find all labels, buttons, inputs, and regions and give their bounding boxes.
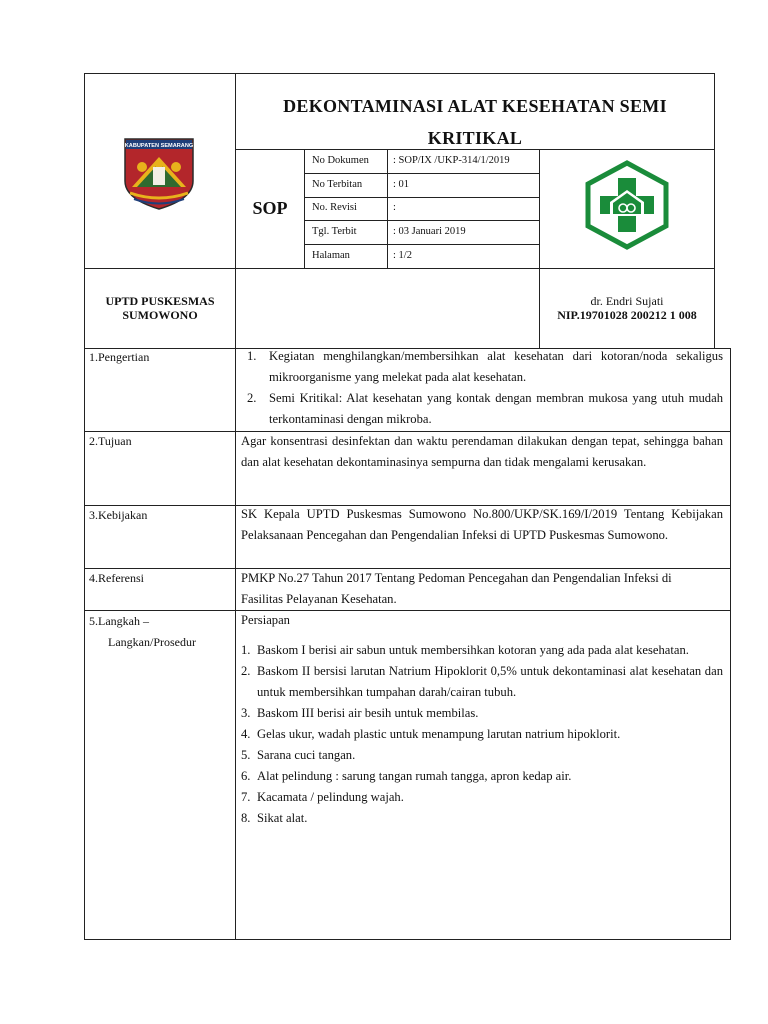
list-item — [241, 346, 723, 388]
section-label-langkah-line-2: Langkan/Prosedur — [108, 635, 196, 649]
section-content-langkah — [241, 610, 723, 829]
list-item-text: Baskom II bersisi larutan Natrium Hipoklorit 0,5% untuk dekontaminasi alat kesehatan dan untuk membersihkan tumpahan darah/cairan tubuh. — [257, 664, 723, 699]
list-item-text: Baskom III berisi air besih untuk membilas. — [257, 706, 479, 720]
list-item-text: Sarana cuci tangan. — [257, 748, 356, 762]
sop-label: SOP — [252, 198, 288, 218]
meta-label-no-dokumen: No Dokumen — [312, 155, 369, 166]
list-item — [241, 640, 723, 661]
list-item-number: 5. — [241, 748, 251, 762]
signer-block — [540, 294, 714, 322]
organization-name — [84, 294, 236, 322]
list-item-text: Kegiatan menghilangkan/membersihkan alat kesehatan dari kotoran/noda sekaligus mikroorganisme yang melekat pada alat kesehatan. — [269, 349, 723, 384]
document-title: DEKONTAMINASI ALAT KESEHATAN SEMI KRITIKAL — [283, 96, 667, 148]
section-label-tujuan: 2.Tujuan — [89, 434, 132, 448]
list-item-text: Sikat alat. — [257, 811, 308, 825]
list-item — [241, 724, 723, 745]
meta-label-no-terbitan: No Terbitan — [312, 179, 363, 190]
kabupaten-semarang-logo — [122, 137, 196, 211]
list-item — [241, 766, 723, 787]
logo-text: KABUPATEN SEMARANG — [124, 143, 194, 149]
list-item-number: 8. — [241, 811, 251, 825]
section-content-kebijakan — [241, 504, 723, 546]
langkah-intro: Persiapan — [241, 613, 290, 627]
meta-value-no-revisi: : — [393, 202, 396, 213]
list-item-number: 1. — [241, 643, 251, 657]
list-item-text: Gelas ukur, wadah plastic untuk menampung larutan natrium hipoklorit. — [257, 727, 621, 741]
list-item — [241, 808, 723, 829]
list-item-text: Alat pelindung : sarung tangan rumah tangga, apron kedap air. — [257, 769, 572, 783]
list-item-number: 2. — [241, 664, 251, 678]
list-item-number: 2. — [247, 391, 257, 405]
organization-line-1: UPTD PUSKESMAS — [105, 294, 215, 308]
list-item — [241, 661, 723, 703]
list-item — [241, 745, 723, 766]
meta-value-tgl-terbit: : 03 Januari 2019 — [393, 226, 466, 237]
list-item-number: 7. — [241, 790, 251, 804]
referensi-text: PMKP No.27 Tahun 2017 Tentang Pedoman Pencegahan dan Pengendalian Infeksi di Fasilitas Pelayanan Kesehatan. — [241, 571, 672, 606]
section-label-kebijakan: 3.Kebijakan — [89, 508, 148, 522]
list-item-text: Kacamata / pelindung wajah. — [257, 790, 404, 804]
signer-name: dr. Endri Sujati — [590, 294, 664, 308]
list-item-text: Baskom I berisi air sabun untuk membersihkan kotoran yang ada pada alat kesehatan. — [257, 643, 689, 657]
section-content-tujuan — [241, 431, 723, 473]
meta-value-no-terbitan: : 01 — [393, 179, 410, 190]
list-item-number: 3. — [241, 706, 251, 720]
section-label-langkah — [89, 611, 196, 653]
list-item-number: 6. — [241, 769, 251, 783]
list-item — [241, 787, 723, 808]
meta-label-no-revisi: No. Revisi — [312, 202, 357, 213]
meta-label-tgl-terbit: Tgl. Terbit — [312, 226, 357, 237]
section-label-referensi: 4.Referensi — [89, 571, 144, 585]
kebijakan-text: SK Kepala UPTD Puskesmas Sumowono No.800/UKP/SK.169/I/2019 Tentang Kebijakan Pelaksanaan Pencegahan dan Pengendalian Infeksi di UPTD Puskesmas Sumowono. — [241, 507, 723, 542]
list-item — [241, 388, 723, 430]
meta-label-halaman: Halaman — [312, 250, 350, 261]
meta-value-halaman: : 1/2 — [393, 250, 412, 261]
organization-line-2: SUMOWONO — [122, 308, 198, 322]
section-label-langkah-line-1: 5.Langkah – — [89, 614, 149, 628]
list-item-number: 1. — [247, 349, 257, 363]
list-item — [241, 703, 723, 724]
section-content-pengertian — [241, 346, 723, 430]
tujuan-text: Agar konsentrasi desinfektan dan waktu perendaman dilakukan dengan tepat, sehingga bahan dan alat kesehatan dekontaminasinya sempurna dan tidak mengalami kerusakan. — [241, 434, 723, 469]
puskesmas-logo — [582, 160, 672, 250]
list-item-text: Semi Kritikal: Alat kesehatan yang kontak dengan membran mukosa yang utuh mudah terkontaminasi dengan mikroba. — [269, 391, 723, 426]
signer-nip: NIP.19701028 200212 1 008 — [557, 308, 697, 322]
meta-value-no-dokumen: : SOP/IX /UKP-314/1/2019 — [393, 155, 510, 166]
section-label-pengertian: 1.Pengertian — [89, 350, 150, 364]
list-item-number: 4. — [241, 727, 251, 741]
section-content-referensi — [241, 568, 711, 610]
